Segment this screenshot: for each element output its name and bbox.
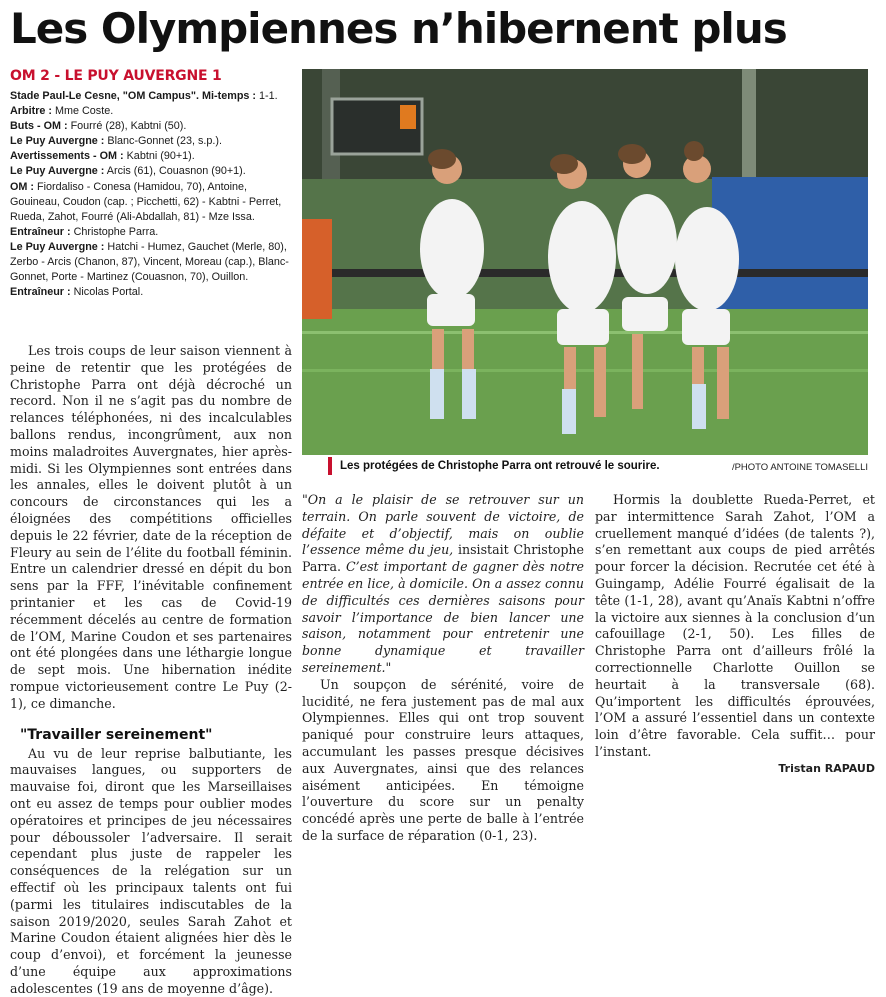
quote-part-1: "On a le plaisir de se retrouver sur un terrain. On parle souvent de victoire, de défaite et d’objectif, mais on oublie l’essence même du jeu,: [302, 492, 584, 558]
goals-label: Buts - OM :: [10, 120, 68, 133]
lepuy-goal-label: Le Puy Auvergne :: [10, 135, 105, 148]
quote-attribution: insistait Christophe Parra.: [302, 542, 584, 575]
warnings-label: Avertissements - OM :: [10, 150, 124, 163]
lepuy-goal-value: Blanc-Gonnet (23, s.p.).: [104, 135, 223, 148]
article-column-2: [302, 492, 584, 845]
article-paragraph-2: Au vu de leur reprise balbutiante, les mauvaises langues, ou supporters de mauvaise foi, diront que les Marseillaises ont eu assez de temps pour oublier modes opératoires et principes de jeu nécessaires pour déboussoler l’adversaire. Il serait cependant plus juste de rappeler les conséquences de la relégation sur un effectif où les principaux talents ont fui (parmi les titulaires indiscutables de la saison 2019/2020, seules Sarah Zahot et Marine Coudon étaient alignées hier dès le coup d’envoi), et forcément la jeunesse d’une équipe aux approximations adolescentes (19 ans de moyenne d’âge).: [10, 745, 292, 996]
lepuy-lineup-value: Hatchi - Humez, Gauchet (Merle, 80), Zerbo - Arcis (Chanon, 87), Vincent, Moreau (cap.), Blanc-Gonnet, Porte - Martinez (Couasnon, 70), Ouillon.: [10, 240, 289, 284]
match-venue: [10, 89, 292, 104]
match-lepuy-goal: [10, 134, 292, 149]
match-factbox: [10, 66, 292, 300]
om-coach-label: Entraîneur :: [10, 225, 71, 238]
author-signature: Tristan RAPAUD: [778, 761, 875, 775]
om-label: OM :: [10, 180, 34, 193]
lepuy-warn-value: Arcis (61), Couasnon (90+1).: [104, 165, 246, 178]
lepuy-lineup: [10, 240, 292, 285]
article-paragraph-3: Un soupçon de sérénité, voire de lucidité, ne fera justement pas de mal aux Olympiennes. Elles qui ont trop souvent paniqué pour construire leurs attaques, accumulant les passes presque décisives aux Auvergnates, ainsi que des relances aisément anticipées. En témoigne l’ouverture du score sur un penalty concédé après une perte de balle à l’entrée de la surface de réparation (0-1, 23).: [302, 676, 584, 843]
article-subhead: "Travailler sereinement": [20, 726, 213, 743]
match-goals: [10, 119, 292, 134]
lepuy-warn-label: Le Puy Auvergne :: [10, 165, 105, 178]
venue-value: 1-1.: [256, 90, 278, 102]
om-lineup-value: Fiordaliso - Conesa (Hamidou, 70), Antoine, Gouineau, Coudon (cap. ; Picchetti, 62) - Kabtni - Perret, Rueda, Zahot, Fourré (Ali-Abdallah, 81) - Mze Issa.: [10, 180, 282, 223]
caption-accent-bar: [328, 457, 332, 475]
match-lepuy-warnings: [10, 164, 292, 179]
lepuy-coach-value: Nicolas Portal.: [70, 286, 144, 299]
article-paragraph-1: Les trois coups de leur saison viennent à peine de retentir que les protégées de Christophe Parra ont déjà décroché un record. Non il ne s’agit pas du nombre de relances téléphonées, ni des incalculables ballons rendus, incongrûment, aux non moins maladroites Auvergnates, hier après-midi. Si les Olympiennes sont entrées dans les annales, elles le doivent plutôt à un concours de circonstances qui les a éloignées des compétitions officielles depuis le 22 février, date de la réception de Fleury au sein de l’élite du football féminin. Entre un calendrier dressé en dépit du bon sens par la FFF, l’inévitable confinement printanier et les cas de Covid-19 récemment décelés au centre de formation de l’OM, Marine Coudon et ses partenaires ont été plongées dans une léthargie longue de sept mois. Une hibernation inédite rompue victorieusement contre Le Puy (2-1), ce dimanche.: [10, 343, 292, 711]
photo-caption-block: [302, 457, 868, 481]
article-column-3: [595, 492, 875, 778]
goals-value: Fourré (28), Kabtni (50).: [67, 120, 187, 133]
om-lineup: [10, 180, 292, 225]
team-celebration-photo: [302, 69, 868, 455]
photo-credit: /PHOTO ANTOINE TOMASELLI: [731, 462, 868, 473]
headline: Les Olympiennes n’hibernent plus: [10, 4, 787, 53]
quote-part-2: C’est important de gagner dès notre entrée en lice, à domicile. On a assez connu de difficultés ces dernières saisons pour savoir l’importance de bien lancer une saison, notamment pour entretenir une bonne dynamique et travailler sereinement.": [302, 559, 584, 675]
lepuy-label: Le Puy Auvergne :: [10, 240, 105, 253]
photo-caption: Les protégées de Christophe Parra ont retrouvé le sourire.: [340, 460, 660, 472]
warnings-value: Kabtni (90+1).: [123, 150, 195, 163]
match-title: OM 2 - LE PUY AUVERGNE 1: [10, 68, 222, 84]
om-coach-value: Christophe Parra.: [70, 225, 159, 238]
lepuy-coach: [10, 285, 292, 300]
venue-label: Stade Paul-Le Cesne, "OM Campus". Mi-temps :: [10, 90, 257, 102]
match-warnings: [10, 149, 292, 164]
lepuy-coach-label: Entraîneur :: [10, 286, 71, 299]
match-referee: [10, 104, 292, 119]
quote-paragraph: [302, 492, 584, 677]
referee-label: Arbitre :: [10, 105, 52, 118]
referee-value: Mme Coste.: [52, 105, 114, 118]
article-column-1: [10, 343, 292, 997]
photo-illustration: [302, 69, 868, 455]
om-coach: [10, 225, 292, 240]
article-paragraph-4: Hormis la doublette Rueda-Perret, et par intermittence Sarah Zahot, l’OM a cruellement manqué d’idées (de talents ?), s’en remettant aux coups de pied arrêtés pour forcer la décision. Recrutée cet été à Guingamp, Adélie Fourré égalisait de la tête (1-1, 28), avant qu’Anaïs Kabtni n’offre la victoire aux siennes à la conclusion d’un cafouillage (2-1, 50). Les filles de Christophe Parra ont d’ailleurs frôlé la correctionnelle Charlotte Ouillon se heurtait à la transversale (68). Qu’importent les difficultés éprouvées, l’OM a assuré l’essentiel dans un contexte loin d’être favorable. Cela suffit… pour l’instant.: [595, 492, 875, 759]
